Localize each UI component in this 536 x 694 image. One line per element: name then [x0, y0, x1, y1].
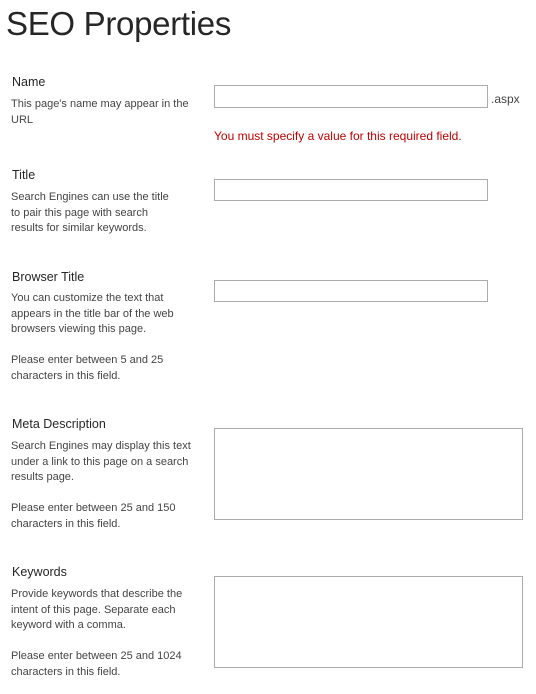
keywords-description	[11, 587, 191, 680]
browser-title-length-note: Please enter between 5 and 25 characters in this field.	[11, 354, 164, 382]
name-description-text: This page's name may appear in the URL	[11, 98, 189, 126]
keywords-label: Keywords	[12, 565, 67, 579]
meta-description-description	[11, 439, 193, 532]
title-label: Title	[12, 168, 36, 182]
name-extension-suffix: .aspx	[491, 92, 520, 106]
title-input[interactable]	[214, 179, 488, 201]
title-description-text: Search Engines can use the title to pair this page with search results for similar keywords.	[11, 191, 169, 234]
name-input[interactable]	[214, 85, 488, 108]
browser-title-description-text: You can customize the text that appears in the title bar of the web browsers viewing this page.	[11, 292, 174, 335]
name-required-error: You must specify a value for this required field.	[214, 129, 462, 143]
keywords-textarea[interactable]	[214, 576, 523, 668]
meta-description-length-note: Please enter between 25 and 150 characters in this field.	[11, 502, 176, 530]
meta-description-description-text: Search Engines may display this text under a link to this page on a search results page.	[11, 440, 191, 483]
page-title: SEO Properties	[6, 5, 232, 42]
name-label: Name	[12, 75, 46, 89]
title-description	[11, 190, 169, 237]
keywords-description-text: Provide keywords that describe the intent of this page. Separate each keyword with a comma.	[11, 588, 183, 631]
browser-title-label: Browser Title	[12, 270, 85, 284]
meta-description-textarea[interactable]	[214, 428, 523, 520]
meta-description-label: Meta Description	[12, 417, 106, 431]
browser-title-input[interactable]	[214, 280, 488, 302]
browser-title-description	[11, 291, 181, 384]
name-description	[11, 97, 189, 128]
keywords-length-note: Please enter between 25 and 1024 characters in this field.	[11, 650, 182, 678]
